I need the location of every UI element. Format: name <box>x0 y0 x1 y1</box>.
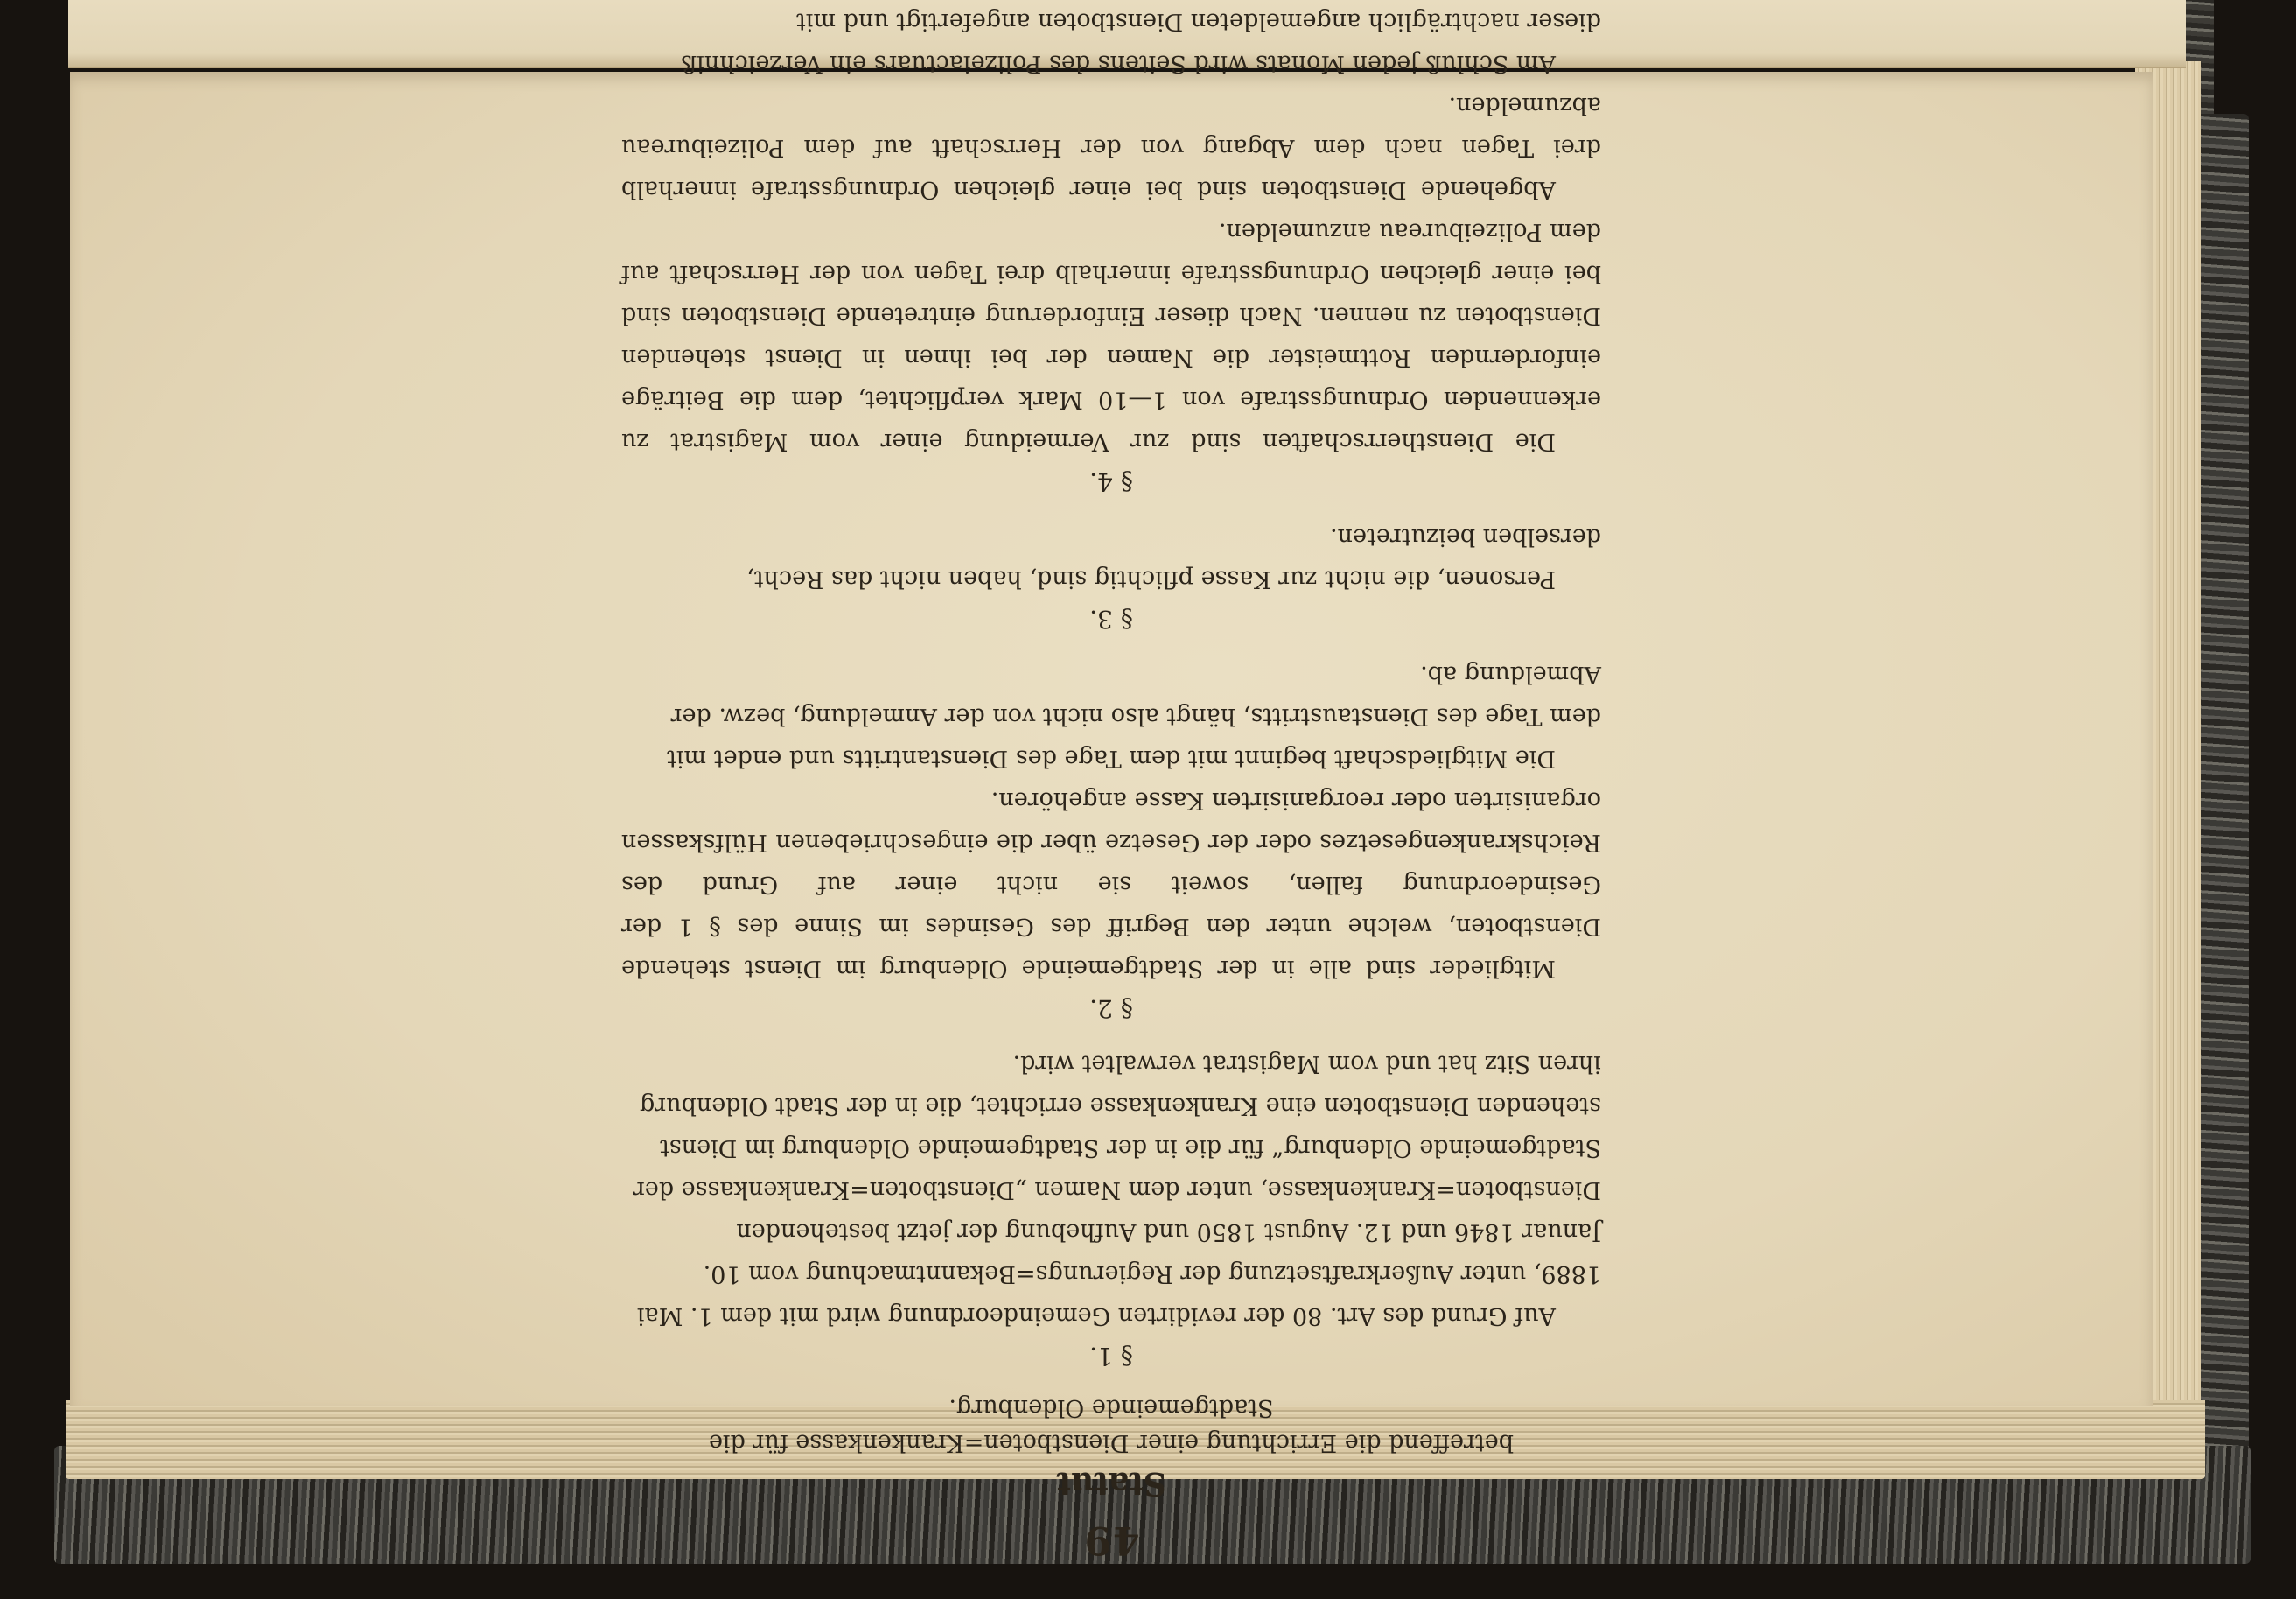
section-3 <box>621 515 1601 634</box>
section-mark: § 4. <box>1089 466 1133 496</box>
section-2 <box>621 653 1601 1023</box>
paragraph: Auf Grund des Art. 80 der revidirten Gemeindeordnung wird mit dem 1. Mai 1889, unter Außerkraftsetzung der Regierungs=Bekanntmachung vom 10. Januar 1846 und 12. August 1850 und Aufhebung der jetzt bestehenden Dienstboten=Krankenkasse, unter dem Namen „Dienstboten=Krankenkasse der Stadtgemeinde Oldenburg“ für die in der Stadtgemeinde Oldenburg im Dienst stehenden Dienstboten eine Krankenkasse errichtet, die in der Stadt Oldenburg ihren Sitz hat und vom Magistrat verwaltet wird. <box>633 1049 1601 1329</box>
section-mark: § 1. <box>1089 1341 1133 1371</box>
section-mark: § 2. <box>1089 993 1133 1023</box>
paragraph: Am Schluß jeden Monats wird Seitens des Polizeiactuars ein Verzeichniß dieser nachträglich angemeldeten Dienstboten angefertigt und mit <box>681 7 1601 77</box>
section-1 <box>621 1042 1601 1371</box>
page-subheading: betreffend die Errichtung einer Dienstboten=Krankenkasse für die Stadtgemeinde Oldenburg. <box>708 1393 1515 1456</box>
page-heading: Statut <box>1056 1464 1166 1502</box>
paragraph: Personen, die nicht zur Kasse pflichtig sind, haben nicht das Recht, derselben beizutreten. <box>746 522 1601 593</box>
paragraph: Abgehende Dienstboten sind bei einer gleichen Ordnungsstrafe innerhalb drei Tagen nach dem Abgang von der Herrschaft auf dem Polizeibureau abzumelden. <box>621 91 1601 203</box>
section-4 <box>621 0 1601 496</box>
paragraph: Die Mitgliedschaft beginnt mit dem Tage des Dienstantritts und endet mit dem Tage des Dienstaustritts, hängt also nicht von der Anmeldung, bezw. der Abmeldung ab. <box>667 660 1601 772</box>
book-page <box>70 7 2152 1562</box>
paragraph: Mitglieder sind alle in der Stadtgemeinde Oldenburg im Dienst stehende Dienstboten, welche unter den Begriff des Gesindes im Sinne des § 1 der Gesindeordnung fallen, soweit sie nicht einer auf Grund des Reichskrankengesetzes oder der Gesetze über die eingeschriebenen Hülfskassen organisirten oder reorganisirten Kasse angehören. <box>621 786 1601 982</box>
paragraph: Die Dienstherrschaften sind zur Vermeidung einer vom Magistrat zu erkennenden Ordnungsstrafe von 1—10 Mark verpflichtet, dem die Beiträge einfordernden Rottmeister die Namen der bei ihnen in Dienst stehenden Dienstboten zu nennen. Nach dieser Einforderung eintretende Dienstboten sind bei einer gleichen Ordnungsstrafe innerhalb drei Tagen von der Herrschaft auf dem Polizeibureau anzumelden. <box>621 217 1601 455</box>
section-mark: § 3. <box>1089 604 1133 634</box>
page-text-rotated <box>621 0 1601 1562</box>
page-number: 49 <box>1082 1517 1140 1562</box>
